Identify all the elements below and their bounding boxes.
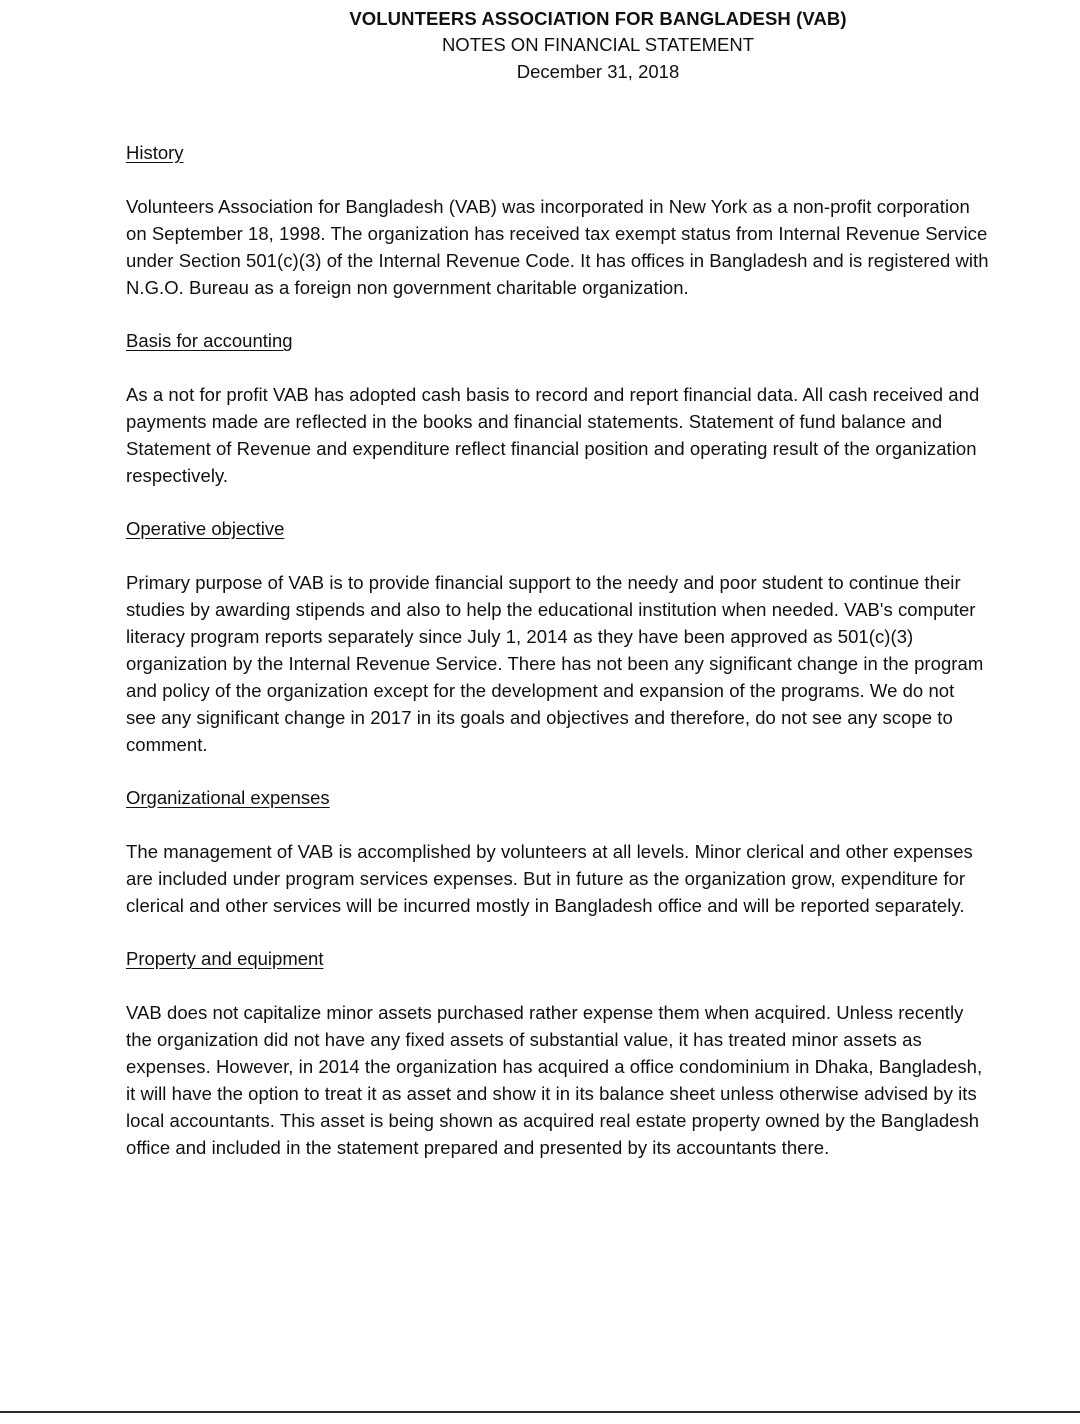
text-line: studies by awarding stipends and also to help the educational institution when needed. VAB's computer — [126, 599, 976, 620]
section-text-operative-objective — [126, 569, 1076, 758]
section-text-history — [126, 193, 1076, 301]
text-line: clerical and other services will be incurred mostly in Bangladesh office and will be reported separately. — [126, 895, 965, 916]
organization-name: VOLUNTEERS ASSOCIATION FOR BANGLADESH (VAB) — [349, 8, 847, 29]
text-line: The management of VAB is accomplished by volunteers at all levels. Minor clerical and other expenses — [126, 841, 973, 862]
section-text-organizational-expenses — [126, 838, 1076, 919]
text-line: expenses. However, in 2014 the organization has acquired a office condominium in Dhaka, Bangladesh, — [126, 1056, 983, 1077]
text-line: Statement of Revenue and expenditure reflect financial position and operating result of the organization — [126, 438, 977, 459]
section-title-organizational-expenses: Organizational expenses — [126, 787, 330, 808]
text-line: respectively. — [126, 465, 229, 486]
section-title-history: History — [126, 142, 184, 163]
text-line: literacy program reports separately since July 1, 2014 as they have been approved as 501(c)(3) — [126, 626, 914, 647]
text-line: the organization did not have any fixed assets of substantial value, it has treated minor assets as — [126, 1029, 922, 1050]
section-title-basis-for-accounting: Basis for accounting — [126, 330, 293, 351]
text-line: office and included in the statement prepared and presented by its accountants there. — [126, 1137, 830, 1158]
text-line: are included under program services expenses. But in future as the organization grow, expenditure for — [126, 868, 966, 889]
document-header — [0, 6, 1080, 85]
text-line: Primary purpose of VAB is to provide financial support to the needy and poor student to continue their — [126, 572, 961, 593]
text-line: and policy of the organization except for the development and expansion of the programs. We do not — [126, 680, 955, 701]
text-line: see any significant change in 2017 in its goals and objectives and therefore, do not see any scope to — [126, 707, 953, 728]
text-line: As a not for profit VAB has adopted cash basis to record and report financial data. All cash received and — [126, 384, 980, 405]
statement-date: December 31, 2018 — [516, 61, 680, 82]
notes-body — [126, 140, 1076, 1188]
text-line: N.G.O. Bureau as a foreign non government charitable organization. — [126, 277, 689, 298]
document-title: NOTES ON FINANCIAL STATEMENT — [441, 34, 755, 55]
section-history — [126, 140, 1076, 301]
text-line: VAB does not capitalize minor assets purchased rather expense them when acquired. Unless recently — [126, 1002, 964, 1023]
text-line: organization by the Internal Revenue Service. There has not been any significant change in the program — [126, 653, 984, 674]
section-basis-for-accounting — [126, 328, 1076, 489]
section-property-and-equipment — [126, 946, 1076, 1161]
section-text-basis-for-accounting — [126, 381, 1076, 489]
section-title-operative-objective: Operative objective — [126, 518, 285, 539]
text-line: it will have the option to treat it as asset and show it in its balance sheet unless otherwise advised by its — [126, 1083, 977, 1104]
section-text-property-and-equipment — [126, 999, 1076, 1161]
text-line: payments made are reflected in the books and financial statements. Statement of fund balance and — [126, 411, 943, 432]
page-bottom-rule — [0, 1411, 1080, 1413]
section-title-property-and-equipment: Property and equipment — [126, 948, 324, 969]
text-line: on September 18, 1998. The organization has received tax exempt status from Internal Revenue Service — [126, 223, 988, 244]
text-line: local accountants. This asset is being shown as acquired real estate property owned by the Bangladesh — [126, 1110, 980, 1131]
section-operative-objective — [126, 516, 1076, 758]
text-line: under Section 501(c)(3) of the Internal Revenue Code. It has offices in Bangladesh and is registered with — [126, 250, 989, 271]
text-line: Volunteers Association for Bangladesh (VAB) was incorporated in New York as a non-profit corporation — [126, 196, 970, 217]
text-line: comment. — [126, 734, 208, 755]
section-organizational-expenses — [126, 785, 1076, 919]
